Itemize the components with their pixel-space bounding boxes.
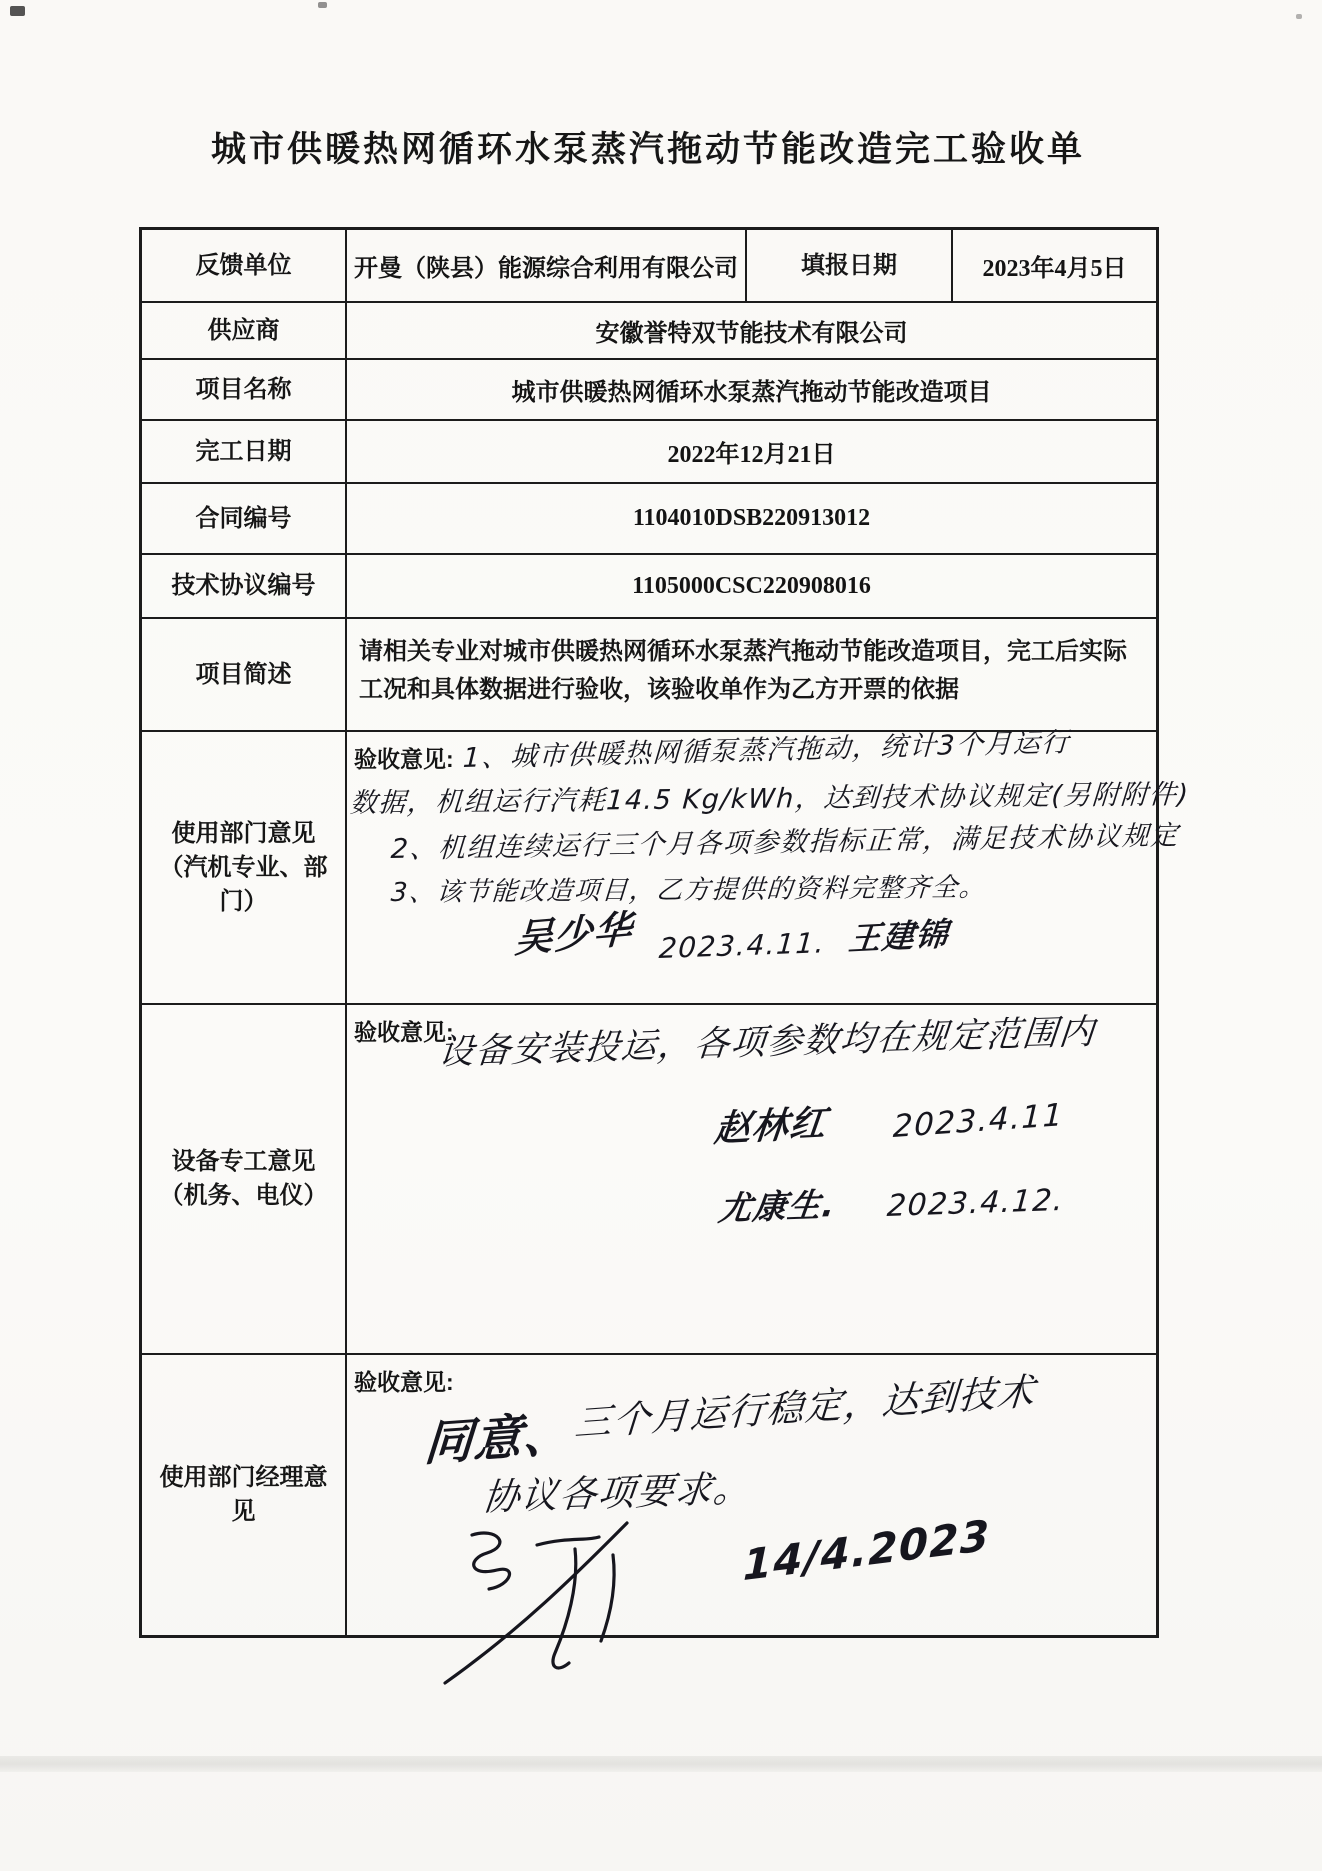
tech-agreement-no-label: 技术协议编号 <box>142 555 347 619</box>
dept-manager-handwritten-line-2: 三个月运行稳定，达到技术 <box>573 1369 1038 1446</box>
equipment-specialist-acceptance-opinion-label: 验收意见: <box>354 1019 454 1045</box>
dept-manager-handwritten-line-3: 协议各项要求。 <box>480 1466 755 1520</box>
project-brief-value: 请相关专业对城市供暖热网循环水泵蒸汽拖动节能改造项目，完工后实际工况和具体数据进行验收，该验收单作为乙方开票的依据 <box>347 619 1156 732</box>
dept-manager-signature-scrawl <box>417 1515 717 1695</box>
scan-speck <box>1296 14 1302 19</box>
user-dept-handwritten-line-1: 1、城市供暖热网循泵蒸汽拖动，统计3个月运行 <box>462 727 1071 775</box>
user-dept-signature-1: 吴少华 <box>513 906 635 962</box>
dept-manager-opinion-label: 使用部门经理意见 <box>142 1355 347 1635</box>
completion-date-label: 完工日期 <box>142 421 347 484</box>
feedback-unit-value: 开曼（陕县）能源综合利用有限公司 <box>347 230 747 303</box>
acceptance-form-table <box>139 227 1191 1638</box>
dept-manager-acceptance-opinion-label: 验收意见: <box>354 1369 454 1395</box>
equipment-specialist-signature-1-date: 2023.4.11 <box>892 1096 1065 1146</box>
project-brief-label: 项目简述 <box>142 619 347 732</box>
user-dept-handwritten-line-3: 2、机组连续运行三个月各项参数指标正常，满足技术协议规定 <box>390 820 1180 866</box>
contract-no-value: 1104010DSB220913012 <box>347 484 1156 555</box>
dept-manager-handwritten-line-1: 同意、 <box>422 1405 575 1473</box>
scan-speck <box>318 2 327 8</box>
equipment-specialist-opinion-cell <box>347 1005 1156 1355</box>
equipment-specialist-opinion-label: 设备专工意见（机务、电仪） <box>142 1005 347 1355</box>
project-name-value: 城市供暖热网循环水泵蒸汽拖动节能改造项目 <box>347 360 1156 421</box>
scan-speck <box>10 6 25 16</box>
user-dept-signature-1-date: 2023.4.11. <box>657 926 827 966</box>
dept-manager-signature-date: 14/4.2023 <box>742 1510 991 1591</box>
contract-no-label: 合同编号 <box>142 484 347 555</box>
equipment-specialist-signature-2-date: 2023.4.12. <box>885 1182 1066 1225</box>
project-name-label: 项目名称 <box>142 360 347 421</box>
report-date-value: 2023年4月5日 <box>953 230 1156 303</box>
supplier-value: 安徽誉特双节能技术有限公司 <box>347 303 1156 360</box>
feedback-unit-label: 反馈单位 <box>142 230 347 303</box>
dept-manager-opinion-cell <box>347 1355 1156 1635</box>
user-dept-handwritten-line-4: 3、该节能改造项目，乙方提供的资料完整齐全。 <box>389 872 988 909</box>
tech-agreement-no-value: 1105000CSC220908016 <box>347 555 1156 619</box>
user-dept-handwritten-line-2: 数据，机组运行汽耗14.5 Kg/kWh，达到技术协议规定(另附附件) <box>348 779 1191 820</box>
user-dept-opinion-cell <box>347 727 1191 1005</box>
scan-shadow-band <box>0 1756 1322 1772</box>
document-title: 城市供暖热网循环水泵蒸汽拖动节能改造完工验收单 <box>210 130 1085 169</box>
equipment-specialist-signature-2: 尤康生. <box>716 1184 839 1229</box>
equipment-specialist-signature-1: 赵林红 <box>712 1102 830 1151</box>
report-date-label: 填报日期 <box>747 230 953 303</box>
user-dept-signature-2: 王建锦 <box>846 914 952 959</box>
user-dept-opinion-label: 使用部门意见（汽机专业、部门） <box>142 732 347 1005</box>
user-dept-acceptance-opinion-label: 验收意见: <box>354 746 454 772</box>
equipment-specialist-handwritten-line: 设备安装投运，各项参数均在规定范围内 <box>436 1012 1098 1074</box>
completion-date-value: 2022年12月21日 <box>347 421 1156 484</box>
supplier-label: 供应商 <box>142 303 347 360</box>
